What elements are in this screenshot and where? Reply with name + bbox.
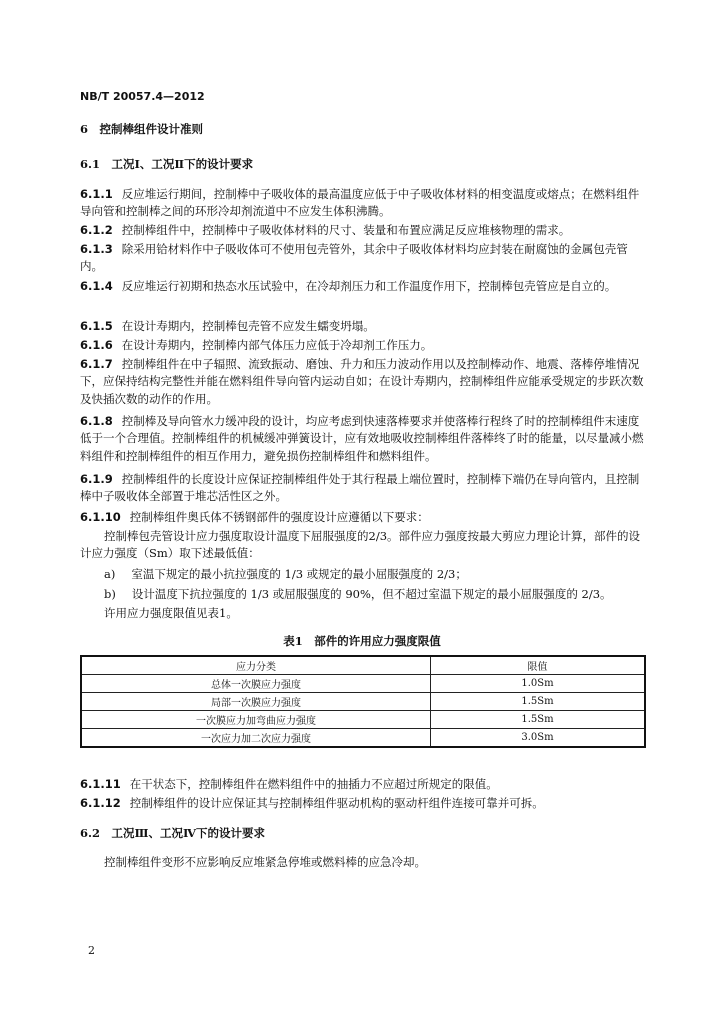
list-text: 设计温度下抗拉强度的 1/3 或屈服强度的 90%，但不超过室温下规定的最小屈服强度的 2/3。	[131, 587, 612, 601]
list-marker: a)	[104, 567, 116, 581]
clause-text: 在设计寿期内，控制棒内部气体压力应低于冷却剂工作压力。	[121, 338, 433, 352]
stress-category-cell: 总体一次膜应力强度	[81, 675, 431, 693]
clause-number: 6.1.8	[80, 414, 113, 428]
standard-number: NB/T 20057.4—2012	[80, 90, 205, 103]
clause-text: 控制棒组件在中子辐照、流致振动、磨蚀、升力和压力波动作用以及控制棒动作、地震、落棒停堆情况下，应保持结构完整性并能在燃料组件导向管内运动自如；在设计寿期内，控制棒组件应能承受规定的步跃次数及快插次数的动作的作用。	[80, 357, 644, 406]
list-text: 室温下规定的最小抗拉强度的 1/3 或规定的最小屈服强度的 2/3；	[131, 567, 467, 581]
clause-6-1-10	[80, 509, 647, 526]
stress-category-cell: 一次应力加二次应力强度	[81, 729, 431, 748]
clause-text: 反应堆运行期间，控制棒中子吸收体的最高温度应低于中子吸收体材料的相变温度或熔点；在燃料组件导向管和控制棒之间的环形冷却剂流道中不应发生体积沸腾。	[80, 187, 640, 219]
stress-category-cell: 一次膜应力加弯曲应力强度	[81, 711, 431, 729]
clause-text: 控制棒组件中，控制棒中子吸收体材料的尺寸、装量和布置应满足反应堆核物理的需求。	[121, 223, 571, 237]
clause-text: 在干状态下，控制棒组件在燃料组件中的抽插力不应超过所规定的限值。	[129, 777, 498, 791]
column-header: 限值	[431, 656, 646, 675]
list-marker: b)	[104, 587, 116, 601]
limit-cell: 1.0Sm	[431, 675, 646, 693]
table-row	[81, 693, 645, 711]
section-6-2-text: 控制棒组件变形不应影响反应堆紧急停堆或燃料棒的应急冷却。	[104, 855, 426, 869]
table-reference: 许用应力强度限值见表1。	[104, 606, 238, 620]
stress-category-cell: 局部一次膜应力强度	[81, 693, 431, 711]
clause-6-1-12	[80, 795, 647, 812]
clause-number: 6.1.5	[80, 319, 113, 333]
clause-number: 6.1.6	[80, 338, 113, 352]
clause-text: 除采用铪材料作中子吸收体可不使用包壳管外，其余中子吸收体材料均应封装在耐腐蚀的金属包壳管内。	[80, 242, 628, 274]
clause-number: 6.1.11	[80, 777, 121, 791]
clause-text: 控制棒组件的设计应保证其与控制棒组件驱动机构的驱动杆组件连接可靠并可拆。	[129, 796, 544, 810]
clause-text: 在设计寿期内，控制棒包壳管不应发生蠕变坍塌。	[121, 319, 375, 333]
clause-number: 6.1.12	[80, 796, 121, 810]
clause-6-1-11	[80, 776, 647, 793]
clause-number: 6.1.1	[80, 187, 113, 201]
clause-6-1-2	[80, 222, 647, 239]
limit-cell: 1.5Sm	[431, 711, 646, 729]
stress-limit-table	[80, 655, 646, 748]
clause-text: 控制棒组件的长度设计应保证控制棒组件处于其行程最上端位置时，控制棒下端仍在导向管内，且控制棒中子吸收体全部置于堆芯活性区之外。	[80, 472, 640, 504]
limit-cell: 3.0Sm	[431, 729, 646, 748]
section-6-title: 6 控制棒组件设计准则	[80, 122, 204, 136]
table-caption: 表1 部件的许用应力强度限值	[283, 634, 441, 648]
clause-number: 6.1.9	[80, 472, 113, 486]
section-6-2-title: 6.2 工况Ⅲ、工况Ⅳ下的设计要求	[80, 826, 266, 840]
list-item-b	[104, 587, 612, 601]
clause-6-1-3	[80, 241, 647, 276]
clause-6-1-10-body: 控制棒包壳管设计应力强度取设计温度下屈服强度的2/3。部件应力强度按最大剪应力理论计算，部件的设计应力强度（Sm）取下述最低值：	[80, 529, 641, 561]
clause-6-1-9	[80, 471, 647, 506]
clause-number: 6.1.10	[80, 510, 121, 524]
clause-6-1-1	[80, 186, 647, 221]
list-item-a	[104, 567, 467, 581]
clause-6-1-4	[80, 278, 647, 295]
clause-text: 反应堆运行初期和热态水压试验中，在冷却剂压力和工作温度作用下，控制棒包壳管应是自立的。	[121, 279, 617, 293]
clause-number: 6.1.2	[80, 223, 113, 237]
clause-number: 6.1.3	[80, 242, 113, 256]
table-row	[81, 729, 645, 748]
table-header-row	[81, 656, 645, 675]
table-row	[81, 711, 645, 729]
clause-6-1-7	[80, 356, 647, 408]
clause-6-1-6	[80, 337, 647, 354]
clause-number: 6.1.7	[80, 357, 113, 371]
section-6-1-title: 6.1 工况Ⅰ、工况Ⅱ下的设计要求	[80, 157, 254, 171]
clause-6-1-8	[80, 413, 647, 465]
table-row	[81, 675, 645, 693]
clause-6-1-5	[80, 318, 647, 335]
limit-cell: 1.5Sm	[431, 693, 646, 711]
clause-text: 控制棒组件奥氏体不锈钢部件的强度设计应遵循以下要求：	[129, 510, 429, 524]
column-header: 应力分类	[81, 656, 431, 675]
clause-number: 6.1.4	[80, 279, 113, 293]
page-number: 2	[88, 944, 95, 957]
clause-text: 控制棒及导向管水力缓冲段的设计，均应考虑到快速落棒要求并使落棒行程终了时的控制棒组件末速度低于一个合理值。控制棒组件的机械缓冲弹簧设计，应有效地吸收控制棒组件落棒终了时的能量，以尽量减小燃料组件和控制棒组件的相互作用力，避免损伤控制棒组件和燃料组件。	[80, 414, 644, 463]
